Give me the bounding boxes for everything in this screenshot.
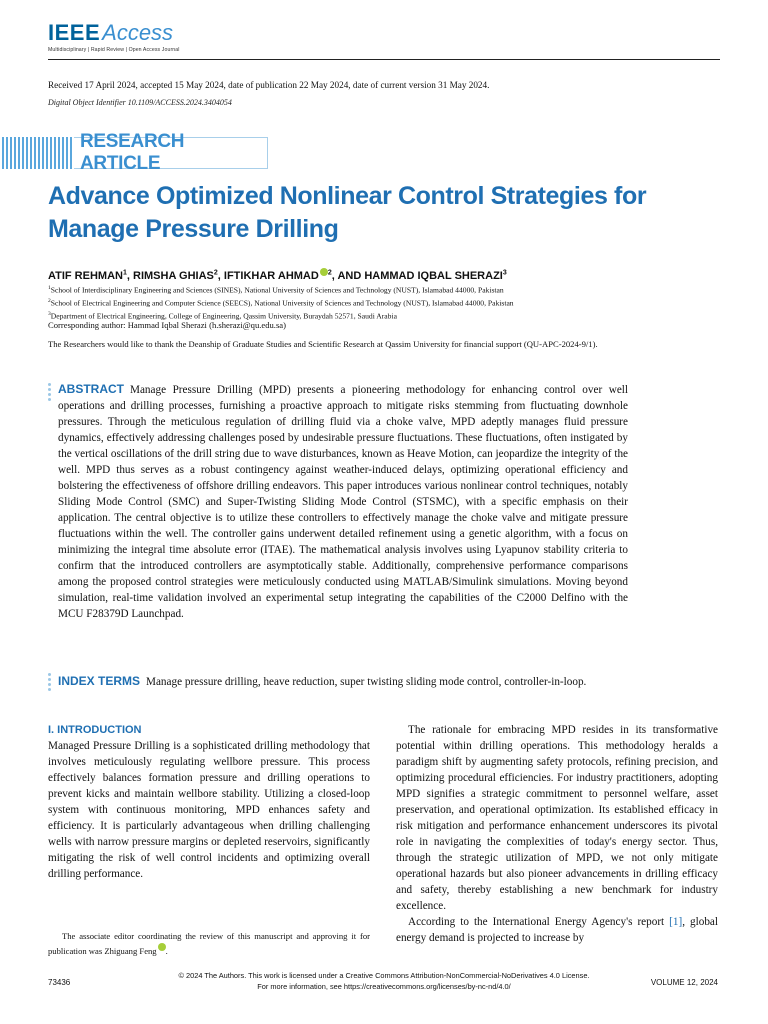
logo-ieee-text: IEEE [48,20,101,45]
affiliation-item: $^3$Department of Electrical Engineering, College of Engineering, Qassim University, Buraydah 52571, Saudi Arabia [48,311,397,321]
paper-title: Advance Optimized Nonlinear Control Strategies for Manage Pressure Drilling [48,182,647,243]
author-name: ATIF REHMAN [48,270,123,282]
editor-footnote: The associate editor coordinating the review of this manuscript and approving it for publication was Zhiguang Feng . [48,931,370,956]
author-affiliation-sup: 3 [502,269,507,277]
logo-access-text: Access [102,20,174,45]
article-type-label: RESEARCH ARTICLE [80,131,185,174]
author-separator: , [217,270,224,282]
author-name: HAMMAD IQBAL SHERAZI [364,270,503,282]
body-paragraph: Managed Pressure Drilling is a sophisticated drilling methodology that involves meticulously regulating wellbore pressure. This process effectively balances formation pressure and drilling operations to prevent kicks and maintain wellbore stability. Utilizing a closed-loop system with continuous monitoring, MPD enhances safety and efficiency. It is particularly advantageous when drilling challenging wells with narrow pressure margins or depleted reservoirs, significantly mitigating the risk of well control incidents and optimizing overall drilling performance. [48,740,370,880]
index-terms-label: INDEX TERMS [58,674,141,688]
abstract-block [58,381,628,622]
corresponding-author: Corresponding author: Hammad Iqbal Sherazi (h.sherazi@qu.edu.sa) [48,320,286,330]
affiliation-item: $^2$School of Electrical Engineering and Computer Science (SEECS), National University of Sciences and Technology (NUST), Islamabad 44000, Pakistan [48,298,514,308]
index-terms-dots-decoration [48,673,52,693]
journal-logo [48,20,248,46]
license-line: © 2024 The Authors. This work is licensed under a Creative Commons Attribution-NonCommercial-NoDerivatives 4.0 License. [178,971,590,980]
article-type-ribbon [0,131,268,174]
license-link-line[interactable]: For more information, see https://creativecommons.org/licenses/by-nc-nd/4.0/ [257,982,511,991]
volume-label: VOLUME 12, 2024 [650,978,718,987]
author-affiliation-sup: 2 [327,269,332,277]
abstract-label: ABSTRACT [58,382,124,396]
author-name: RIMSHA GHIAS [133,270,214,282]
author-name: IFTIKHAR AHMAD [223,270,319,282]
header-rule [48,59,720,60]
license-notice [150,970,618,992]
funding-statement: The Researchers would like to thank the Deanship of Graduate Studies and Scientific Research at Qassim University for financial support (QU-APC-2024-9/1). [48,339,598,349]
page-number: 73436 [48,978,71,987]
affiliation-list [48,283,738,322]
author-affiliation-sup: 1 [122,269,127,277]
ribbon-label-box [74,131,268,174]
journal-masthead [48,20,248,56]
orcid-icon[interactable] [320,268,328,276]
journal-tagline: Multidisciplinary | Rapid Review | Open Access Journal [48,47,180,53]
section-heading: I. INTRODUCTION [48,724,142,736]
author-separator: , AND [331,270,365,282]
body-paragraph: The rationale for embracing MPD resides in its transformative potential within drilling operations. This methodology heralds a paradigm shift by augmenting safety protocols, refining precision, and optimizing procedural efficiencies. For industry practitioners, adopting MPD signifies a strategic commitment to personnel welfare, asset preservation, and operational optimization. Its established efficacy in risk mitigation and performance enhancement underscores its pivotal role in navigating the complexities of today's energy sector. Thus, through the strategic utilization of MPD, we not only mitigate operational hazards but also pioneer advancements in drilling efficacy and safety, thereby establishing a new benchmark for industry excellence. [396,724,718,912]
author-list [48,268,728,282]
left-column [48,722,370,882]
orcid-icon[interactable] [158,943,166,951]
affiliation-item: $^1$School of Interdisciplinary Engineering and Sciences (SINES), National University of Sciences and Technology (NUST), Islamabad 44000, Pakistan [48,285,504,295]
abstract-text: Manage Pressure Drilling (MPD) presents a pioneering methodology for enhancing control over well operations and drilling processes, furnishing a proactive approach to mitigate risks stemming from fluctuating downhole pressures. Through the meticulous regulation of drilling fluid via a choke valve, MPD adeptly manages fluid pressure dynamics, effectively addressing challenges posed by undesirable pressure fluctuations. These fluctuations, often instigated by the vertical oscillations of the drill string due to wave disturbances, known as Heave Motion, can jeopardize the integrity of the well. MPD thus serves as a robust contingency against weather-induced delays, optimizing operational efficiency and bolstering the effectiveness of offshore drilling endeavors. This paper introduces various nonlinear control techniques, notably Sliding Mode Control (SMC) and Super-Twisting Sliding Mode Control (STSMC), with a specific emphasis on their application. The central objective is to utilize these controllers to effectively manage the choke valve and mitigate pressure fluctuations within the well. The controller gains underwent detailed refinement using a genetic algorithm, with a focus on minimizing the integral time absolute error (ITAE). The mathematical analysis involves using Lyapunov stability criteria to confirm that the introduced controllers are asymptotically stable. Additionally, comprehensive performance comparisons among the proposed control strategies were meticulously conducted using MATLAB/Simulink simulations. Moving beyond simulation, real-time validation involved an experimental setup integrating the capabilities of the C2000 Delfino with the MCU F28379D Launchpad. [58,384,628,620]
received-dates: Received 17 April 2024, accepted 15 May 2024, date of publication 22 May 2024, date of current version 31 May 2024. [48,80,490,90]
abstract-dots-decoration [48,383,52,403]
author-separator: , [126,270,133,282]
index-terms-text: Manage pressure drilling, heave reduction, super twisting sliding mode control, controller-in-loop. [146,676,587,688]
author-affiliation-sup: 2 [213,269,218,277]
doi-line: Digital Object Identifier 10.1109/ACCESS.2024.3404054 [48,98,232,107]
citation-link[interactable]: [1] [669,916,683,928]
ribbon-stripes-decoration [0,137,72,169]
index-terms-block [58,673,628,690]
right-column [396,722,718,946]
body-paragraph: According to the International Energy Agency's report [1], global energy demand is projected to increase by [396,916,718,944]
